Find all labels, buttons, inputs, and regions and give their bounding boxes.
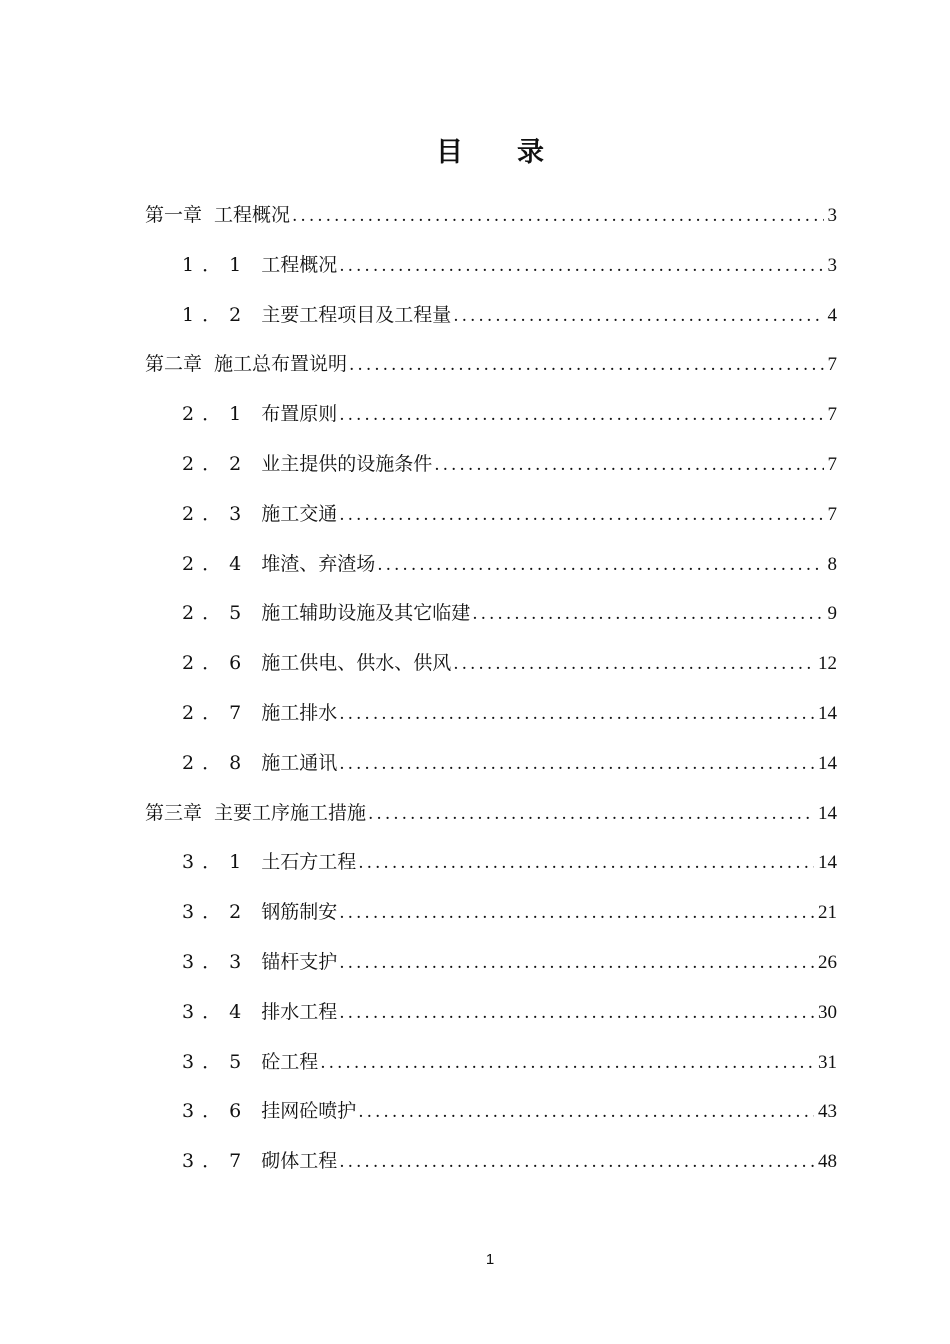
toc-section-entry[interactable] [182, 748, 837, 778]
toc-section-entry[interactable] [182, 698, 837, 728]
toc-entry-title: 业主提供的设施条件 [261, 453, 433, 475]
toc-entry-page: 31 [818, 1051, 837, 1073]
toc-entry-page: 14 [818, 802, 837, 824]
toc-section-entry[interactable] [182, 897, 837, 927]
toc-entry-page: 7 [827, 503, 837, 525]
toc-entry-title: 挂网砼喷护 [261, 1100, 357, 1123]
toc-entry-title: 施工通讯 [261, 751, 338, 774]
toc-entry-page: 7 [827, 454, 837, 475]
toc-dot-leader [368, 799, 814, 828]
toc-entry-page: 14 [818, 752, 837, 774]
toc-dot-leader [472, 599, 823, 628]
toc-dot-leader [339, 998, 814, 1027]
toc-entry-number: 3．1 [182, 851, 250, 874]
toc-entry-number: 第一章 [145, 204, 203, 226]
toc-entry-page: 9 [827, 603, 837, 625]
toc-section-entry[interactable] [182, 549, 837, 579]
toc-section-entry[interactable] [182, 997, 837, 1027]
toc-entry-page: 7 [827, 354, 837, 376]
toc-entry-number: 2．6 [182, 652, 250, 675]
toc-entry-title: 主要工序施工措施 [214, 801, 367, 824]
toc-entry-title: 排水工程 [261, 1000, 338, 1023]
toc-section-entry[interactable] [182, 399, 837, 429]
toc-entry-number: 2．3 [182, 502, 250, 525]
toc-entry-page: 30 [818, 1001, 837, 1023]
toc-dot-leader [339, 898, 814, 927]
toc-dot-leader [339, 251, 823, 280]
toc-entry-title: 布置原则 [261, 403, 338, 426]
toc-dot-leader [453, 301, 823, 330]
toc-entry-number: 1．1 [182, 253, 250, 276]
toc-section-entry[interactable] [182, 598, 837, 628]
toc-entry-page: 14 [818, 703, 837, 724]
toc-dot-leader [339, 1147, 814, 1176]
page-number: 1 [485, 1251, 495, 1268]
toc-entry-number: 3．4 [182, 1000, 250, 1023]
toc-section-entry[interactable] [182, 648, 837, 678]
toc-entry-title: 锚杆支护 [261, 951, 338, 973]
toc-dot-leader [358, 1097, 814, 1126]
toc-entry-page: 3 [827, 254, 837, 276]
toc-entry-number: 3．3 [182, 951, 250, 973]
toc-section-entry[interactable] [182, 847, 837, 877]
toc-dot-leader [339, 749, 814, 778]
toc-entry-title: 施工总布置说明 [214, 353, 348, 376]
toc-entry-number: 2．7 [182, 702, 250, 724]
toc-entry-title: 砌体工程 [261, 1150, 338, 1173]
toc-entry-title: 土石方工程 [261, 851, 357, 874]
toc-dot-leader [339, 500, 823, 529]
toc-entry-page: 48 [818, 1151, 837, 1173]
toc-entry-number: 3．6 [182, 1100, 250, 1123]
toc-dot-leader [292, 201, 823, 230]
toc-dot-leader [358, 848, 814, 877]
toc-entry-title: 工程概况 [214, 204, 291, 226]
toc-entry-title: 主要工程项目及工程量 [261, 303, 452, 326]
toc-entry-title: 施工辅助设施及其它临建 [261, 602, 471, 625]
toc-entry-title: 施工排水 [261, 702, 338, 724]
toc-entry-title: 施工供电、供水、供风 [261, 652, 452, 675]
toc-entry-title: 施工交通 [261, 502, 338, 525]
toc-entry-number: 第二章 [145, 353, 203, 376]
toc-dot-leader [349, 350, 823, 379]
toc-entry-page: 7 [827, 404, 837, 426]
toc-section-entry[interactable] [182, 1047, 837, 1077]
toc-chapter-entry[interactable] [145, 349, 837, 379]
toc-entry-page: 21 [818, 902, 837, 924]
toc-entry-page: 8 [827, 553, 837, 575]
toc-entry-title: 堆渣、弃渣场 [261, 552, 376, 575]
toc-section-entry[interactable] [182, 499, 837, 529]
toc-section-entry[interactable] [182, 1096, 837, 1126]
toc-entry-page: 43 [818, 1101, 837, 1123]
toc-section-entry[interactable] [182, 449, 837, 479]
toc-title: 目录 [436, 137, 598, 168]
toc-entry-page: 3 [827, 205, 837, 226]
toc-dot-leader [339, 948, 814, 977]
toc-section-entry[interactable] [182, 300, 837, 330]
toc-chapter-entry[interactable] [145, 798, 837, 828]
toc-entry-number: 2．5 [182, 602, 250, 625]
toc-entry-number: 2．1 [182, 403, 250, 426]
toc-section-entry[interactable] [182, 1146, 837, 1176]
toc-entry-number: 第三章 [145, 801, 203, 824]
toc-entry-number: 2．4 [182, 552, 250, 575]
toc-chapter-entry[interactable] [145, 200, 837, 230]
toc-entry-page: 26 [818, 952, 837, 973]
toc-dot-leader [453, 649, 814, 678]
toc-dot-leader [339, 699, 814, 728]
toc-entry-title: 砼工程 [261, 1050, 319, 1073]
toc-section-entry[interactable] [182, 250, 837, 280]
toc-entry-number: 2．8 [182, 751, 250, 774]
toc-dot-leader [320, 1048, 814, 1077]
toc-dot-leader [434, 450, 823, 479]
toc-entry-number: 3．2 [182, 901, 250, 924]
toc-entry-number: 1．2 [182, 303, 250, 326]
toc-entry-number: 2．2 [182, 453, 250, 475]
toc-dot-leader [377, 550, 823, 579]
toc-entry-number: 3．5 [182, 1050, 250, 1073]
toc-dot-leader [339, 400, 823, 429]
toc-entry-title: 工程概况 [261, 253, 338, 276]
toc-entry-page: 4 [827, 304, 837, 326]
toc-section-entry[interactable] [182, 947, 837, 977]
toc-entry-title: 钢筋制安 [261, 901, 338, 924]
toc-entry-number: 3．7 [182, 1150, 250, 1173]
toc-entry-page: 14 [818, 852, 837, 874]
toc-entry-page: 12 [818, 653, 837, 675]
